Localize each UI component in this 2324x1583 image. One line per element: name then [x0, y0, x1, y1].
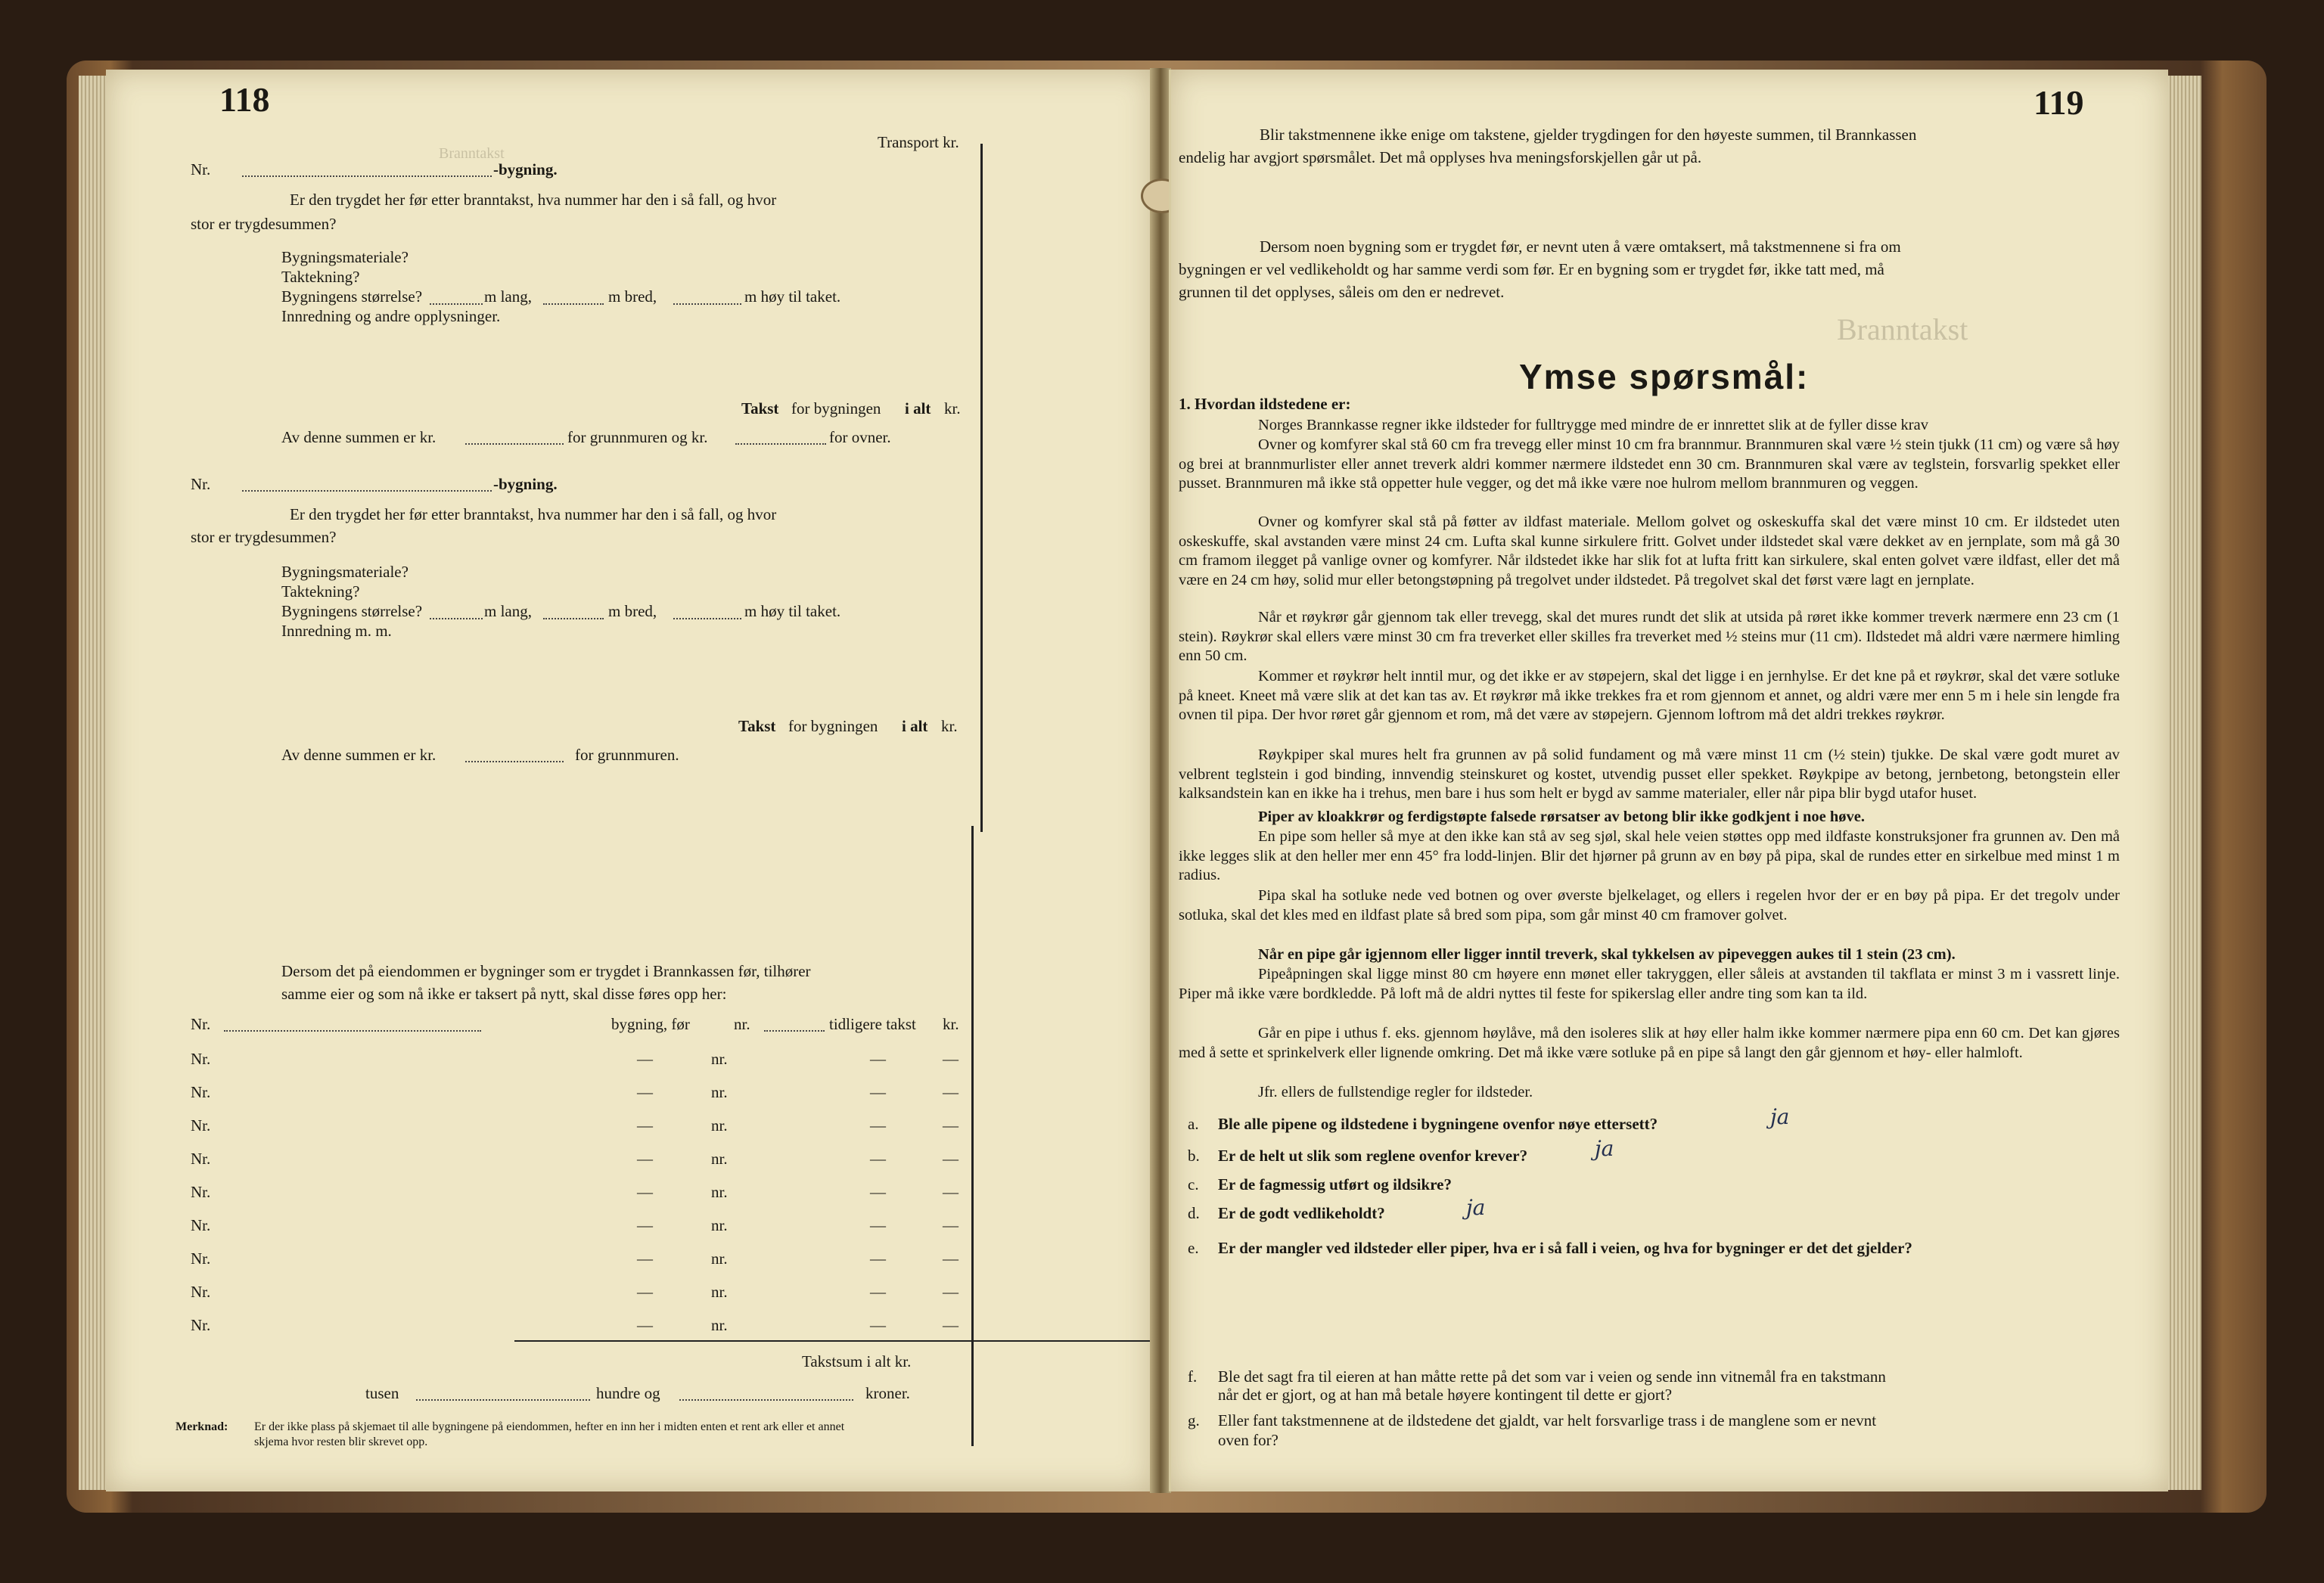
list-dash: — [637, 1283, 653, 1301]
question-c: Er de fagmessig utført og ildsikre? [1218, 1175, 1452, 1193]
intro-text: Blir takstmennene ikke enige om takstene, gjelder trygdingen for den høyeste summen, til Brannkassen [1260, 126, 1917, 144]
list-nr: nr. [711, 1050, 728, 1068]
question-1-label: 1. Hvordan ildstedene er: [1179, 395, 1351, 413]
question-g: oven for? [1218, 1431, 1279, 1449]
field-line [543, 618, 604, 619]
list-nr: nr. [711, 1316, 728, 1334]
sum-label: Av denne summen er kr. [281, 428, 437, 446]
left-page [106, 70, 1154, 1491]
size-label: Bygningens størrelse? [281, 287, 423, 306]
rule-paragraph: Går en pipe i uthus f. eks. gjennom høylåve, må den isoleres slik at høy eller halm ikke kommer nærmere pipa enn 60 cm. Det kan gjøres med å sette et sprinkelverk eller lignende omkring. Det må ikke være sotluke på en pipe så langt den går gjennom et høy- eller halmloft. [1179, 1025, 2120, 1061]
question-e: Er der mangler ved ildsteder eller piper, hva er i så fall i veien, og hva for bygninger er det det gjelder? [1218, 1239, 1912, 1257]
rule-paragraph: Når et røykrør går gjennom tak eller trevegg, skal det mures rundt det slik at utsida på røret ikke kommer treverk nærmere enn 23 cm (1 stein). Røykrør skal ellers være minst 30 cm fra treverket eller skilles fra treverket med ½ steins mur (11 cm). Ildstedet må aldri være nærmere himling enn 50 cm. [1179, 609, 2120, 664]
question-b: Er de helt ut slik som reglene ovenfor krever? [1218, 1147, 1528, 1165]
field-line [242, 175, 492, 177]
length-label: m lang, [484, 287, 532, 306]
list-nr: nr. [711, 1116, 728, 1134]
takst-bold: i alt [902, 717, 928, 735]
width-label: m bred, [608, 602, 657, 620]
takst-label: Takst [738, 717, 776, 735]
rule-paragraph: Jfr. ellers de fullstendige regler for ildsteder. [1258, 1084, 1533, 1100]
kroner-label: kroner. [865, 1384, 910, 1402]
interior-label: Innredning og andre opplysninger. [281, 307, 501, 325]
bleed-through: Branntakst [1837, 312, 1968, 346]
material-label: Bygningsmateriale? [281, 248, 409, 266]
list-nr: Nr. [191, 1015, 211, 1033]
list-nr: nr. [734, 1015, 750, 1033]
size-label: Bygningens størrelse? [281, 602, 423, 620]
field-line [242, 490, 492, 492]
list-nr: nr. [711, 1216, 728, 1234]
list-nr: Nr. [191, 1283, 211, 1301]
list-nr: Nr. [191, 1316, 211, 1334]
total-rule [514, 1340, 1257, 1342]
question-text: Er den trygdet her før etter branntakst, hva nummer har den i så fall, og hvor [290, 191, 777, 209]
list-dash: — [943, 1249, 958, 1268]
list-nr: nr. [711, 1083, 728, 1101]
kr-label: kr. [944, 399, 961, 417]
section-heading: Ymse spørsmål: [1519, 357, 1810, 396]
field-line [430, 618, 483, 619]
list-previous-takst: tidligere takst [829, 1015, 916, 1033]
list-dash: — [870, 1050, 886, 1068]
question-letter: e. [1188, 1239, 1199, 1257]
list-dash: — [637, 1116, 653, 1134]
hundre-label: hundre og [596, 1384, 660, 1402]
merknad-text: Er der ikke plass på skjemaet til alle bygningene på eiendommen, hefter en inn her i midten enten et rent ark eller et annet [254, 1420, 845, 1433]
list-dash: — [870, 1216, 886, 1234]
answer-d: ja [1466, 1195, 1486, 1220]
rule-paragraph: Røykpiper skal mures helt fra grunnen av på solid fundament og må være minst 11 cm (½ stein) tjukke. De skal være godt muret av velbrent teglstein i god binding, innvendig steinskuret og kostet, utvendig pusset eller spekket. Røykpipe av betong, jernbetong, betongstein eller kalksandstein kan en ikke ha i trehus, men bare i hus som helt er bygd av samme materialer, eller når pipa blir bygd utafor huset. [1179, 746, 2120, 802]
material-label: Bygningsmateriale? [281, 563, 409, 581]
nr-label: Nr. [191, 160, 211, 178]
field-line [465, 443, 564, 445]
question-f: Ble det sagt fra til eieren at han måtte rette på det som var i veien og sende inn vitnemål fra en takstmann [1218, 1367, 1886, 1386]
list-nr: nr. [711, 1183, 728, 1201]
question-letter: f. [1188, 1367, 1198, 1386]
field-line [224, 1030, 481, 1032]
bygning-label: -bygning. [493, 475, 558, 493]
question-letter: a. [1188, 1115, 1199, 1133]
rule-paragraph: Kommer et røykrør helt inntil mur, og det ikke er av støpejern, skal det ligge i en jernhylse. Er det kne på et røykrør, skal det være sotluke på kneet. Kneet må være slik at det kan tas av. Et røykrør må ikke trekkes fra et rom gjennom et annet, og aldri være mer enn 5 m i hele sin lengde fra ovnen til pipa. Der hvor røret går gjennom et rom, må det være av støpejern. Gjennom loftrom må det aldri trekkes røykrør. [1179, 668, 2120, 723]
rule-paragraph: Ovner og komfyrer skal stå på føtter av ildfast materiale. Mellom golvet og oskeskuffa skal det være minst 10 cm. Er ildstedet uten oskeskuffe, skal avstanden være minst 24 cm. Lufta skal kunne sirkulere fritt. Golvet under ildstedet skal være dekket av en jernplate, som må gå 30 cm framom ilegget på vanlige ovner og komfyrer. Når ildstedet ikke har slik fot at lufta fritt kan sirkulere, skal enten golvet være ildfast, eller det må være en 24 cm høy, solid mur eller betongstøpning på tregolvet under ildstedet. På tregolvet skal det først være lagt en jernplate. [1179, 514, 2120, 588]
field-line [679, 1399, 853, 1401]
list-dash: — [637, 1050, 653, 1068]
list-nr: Nr. [191, 1216, 211, 1234]
gutter [1150, 68, 1171, 1493]
question-letter: b. [1188, 1147, 1200, 1165]
omtaksert-text: Dersom noen bygning som er trygdet før, er nevnt uten å være omtaksert, må takstmennene si fra om [1260, 237, 1901, 256]
field-line [764, 1030, 825, 1032]
question-letter: c. [1188, 1175, 1199, 1193]
kr-label: kr. [941, 717, 958, 735]
rule-paragraph: Piper av kloakkrør og ferdigstøpte falsede rørsatser av betong blir ikke godkjent i noe høve. [1258, 809, 1865, 825]
list-dash: — [943, 1316, 958, 1334]
field-line [465, 761, 564, 762]
list-dash: — [943, 1116, 958, 1134]
list-kr: kr. [943, 1015, 959, 1033]
question-a: Ble alle pipene og ildstedene i bygningene ovenfor nøye ettersett? [1218, 1115, 1658, 1133]
list-nr: nr. [711, 1283, 728, 1301]
question-letter: d. [1188, 1204, 1200, 1222]
list-dash: — [943, 1150, 958, 1168]
takst-text: for bygningen [788, 717, 878, 735]
list-dash: — [637, 1083, 653, 1101]
sum-label: Av denne summen er kr. [281, 746, 437, 764]
merknad-text: skjema hvor resten blir skrevet opp. [254, 1436, 428, 1448]
list-dash: — [870, 1116, 886, 1134]
list-dash: — [870, 1316, 886, 1334]
bleed-through: Branntakst [439, 145, 505, 162]
field-line [416, 1399, 590, 1401]
list-nr: Nr. [191, 1083, 211, 1101]
list-dash: — [637, 1150, 653, 1168]
field-line [430, 303, 483, 305]
rule-paragraph: Når en pipe går igjennom eller ligger inntil treverk, skal tykkelsen av pipeveggen aukes til 1 stein (23 cm). [1258, 946, 1956, 963]
nr-label: Nr. [191, 475, 211, 493]
rule-paragraph: Ovner og komfyrer skal stå 60 cm fra trevegg eller minst 10 cm fra brannmur. Brannmuren skal være ½ stein tjukk (11 cm) og være så høy og brei at brannmurlister eller annet treverk aldri kommer nærmere ildstedet enn 30 cm. Brannmuren skal være av teglstein, forsvarlig spekket eller pusset. Brannmuren må ikke stå oppetter hule vegger, og det må ikke være noe hulrom mellom brannmuren og veggen. [1179, 436, 2120, 492]
takst-text: for bygningen [791, 399, 881, 417]
rule-paragraph: Pipeåpningen skal ligge minst 80 cm høyere enn mønet eller takryggen, eller såleis at avstanden til takflata er minst 3 m i vassrett linje. Piper må ikke være bordkledde. På loft må de aldri nyttes til feste for spikerslag eller andre ting som kan ta ild. [1179, 966, 2120, 1002]
right-page [1169, 70, 2168, 1491]
intro-text: endelig har avgjort spørsmålet. Det må opplyses hva meningsforskjellen går ut på. [1179, 148, 1702, 166]
answer-b: ja [1595, 1136, 1614, 1161]
list-nr: Nr. [191, 1150, 211, 1168]
question-text: stor er trygdesummen? [191, 215, 337, 233]
field-line [673, 618, 741, 619]
page-number: 119 [2034, 83, 2084, 122]
tusen-label: tusen [365, 1384, 399, 1402]
list-dash: — [870, 1283, 886, 1301]
list-dash: — [943, 1050, 958, 1068]
list-dash: — [870, 1150, 886, 1168]
takstsum-label: Takstsum i alt kr. [802, 1352, 912, 1370]
list-dash: — [637, 1216, 653, 1234]
list-dash: — [637, 1249, 653, 1268]
omtaksert-text: bygningen er vel vedlikeholdt og har samme verdi som før. Er en bygning som er trygdet før, ikke tatt med, må [1179, 260, 1884, 278]
previous-buildings-text: samme eier og som nå ikke er taksert på nytt, skal disse føres opp her: [281, 985, 727, 1003]
rule-paragraph: Pipa skal ha sotluke nede ved botnen og over øverste bjelkelaget, og ellers i regelen hvor der er en bøy på pipa. Er det tregolv under sotluka, skal det kles med en ildfast plate så bred som pipa, som går minst 40 cm framover golvet. [1179, 887, 2120, 923]
question-f: når det er gjort, og at han må betale høyere kontingent til dette er gjort? [1218, 1386, 1673, 1404]
roof-label: Taktekning? [281, 582, 360, 601]
list-nr: nr. [711, 1150, 728, 1168]
width-label: m bred, [608, 287, 657, 306]
question-text: Er den trygdet her før etter branntakst, hva nummer har den i så fall, og hvor [290, 505, 777, 523]
height-label: m høy til taket. [744, 287, 841, 306]
list-nr: Nr. [191, 1183, 211, 1201]
rule-paragraph: En pipe som heller så mye at den ikke kan stå av seg sjøl, skal hele veien støttes opp med ildfaste konstruksjoner fra grunnen av. Den må ikke legges slik at den heller mer enn 45° fra lodd-linjen. Blir det hjørner på grunn av en bøy på pipa, skal de rundes etter en sirkelbue med minst 1 m radius. [1179, 828, 2120, 883]
column-rule [971, 826, 974, 1446]
field-line [673, 303, 741, 305]
height-label: m høy til taket. [744, 602, 841, 620]
takst-label: Takst [741, 399, 779, 417]
omtaksert-text: grunnen til det opplyses, såleis om den er nedrevet. [1179, 283, 1505, 301]
page-edges-left [79, 76, 109, 1490]
column-rule [980, 144, 983, 832]
page-edges-right [2164, 76, 2201, 1490]
answer-a: ja [1770, 1104, 1790, 1129]
takst-bold: i alt [905, 399, 931, 417]
previous-buildings-text: Dersom det på eiendommen er bygninger som er trygdet i Brannkassen før, tilhører [281, 962, 811, 980]
list-dash: — [943, 1216, 958, 1234]
list-dash: — [637, 1316, 653, 1334]
list-nr: nr. [711, 1249, 728, 1268]
list-dash: — [943, 1183, 958, 1201]
foundation-label: for grunnmuren og kr. [567, 428, 708, 446]
interior-label: Innredning m. m. [281, 622, 392, 640]
rule-paragraph: Norges Brannkasse regner ikke ildsteder for fulltrygge med mindre de er innrettet slik at de fyller disse krav [1258, 417, 1928, 433]
roof-label: Taktekning? [281, 268, 360, 286]
question-g: Eller fant takstmennene at de ildstedene det gjaldt, var helt forsvarlige trass i de manglene som er nevnt [1218, 1411, 1877, 1429]
question-d: Er de godt vedlikeholdt? [1218, 1204, 1385, 1222]
list-dash: — [943, 1283, 958, 1301]
list-bygning: bygning, før [611, 1015, 690, 1033]
list-dash: — [870, 1183, 886, 1201]
field-line [543, 303, 604, 305]
foundation-label: for grunnmuren. [575, 746, 679, 764]
question-text: stor er trygdesummen? [191, 528, 337, 546]
stoves-label: for ovner. [829, 428, 891, 446]
list-nr: Nr. [191, 1116, 211, 1134]
list-nr: Nr. [191, 1050, 211, 1068]
page-number: 118 [219, 80, 270, 119]
bygning-label: -bygning. [493, 160, 558, 178]
length-label: m lang, [484, 602, 532, 620]
transport-label: Transport kr. [878, 133, 959, 151]
list-dash: — [637, 1183, 653, 1201]
question-letter: g. [1188, 1411, 1200, 1429]
list-dash: — [870, 1249, 886, 1268]
merknad-label: Merknad: [176, 1420, 228, 1433]
list-dash: — [943, 1083, 958, 1101]
list-nr: Nr. [191, 1249, 211, 1268]
list-dash: — [870, 1083, 886, 1101]
field-line [735, 443, 826, 445]
